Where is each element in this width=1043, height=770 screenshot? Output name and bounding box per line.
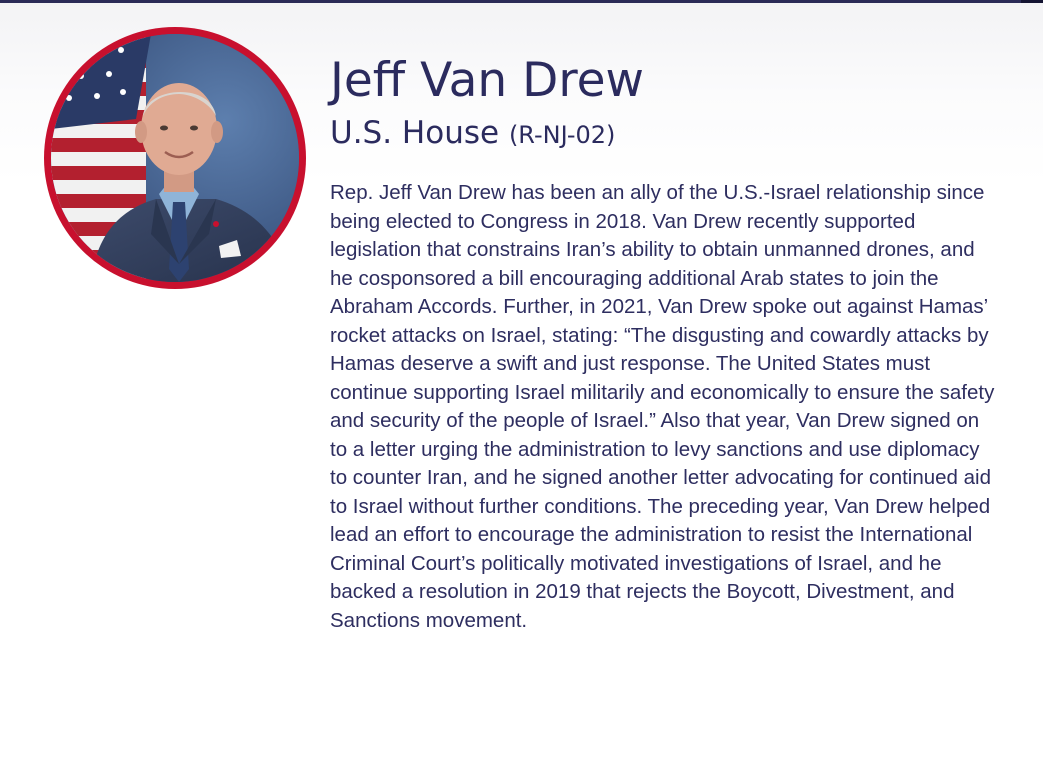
profile-name: Jeff Van Drew <box>330 53 644 108</box>
avatar <box>51 34 299 282</box>
portrait-photo-icon <box>51 34 299 282</box>
avatar-frame <box>44 27 306 289</box>
district-label: (R-NJ-02) <box>508 121 616 149</box>
office-line <box>330 111 615 157</box>
bio-text: Rep. Jeff Van Drew has been an ally of the U.S.-Israel relationship since being elected to Congress in 2018. Van Drew recently supported legislation that constrains Iran’s ability to obtain unmanned drones, and he cosponsored a bill encouraging additional Arab states to join the Abraham Accords. Further, in 2021, Van Drew spoke out against Hamas’ rocket attacks on Israel, stating: “The disgusting and cowardly attacks by Hamas deserve a swift and just response. The United States must continue supporting Israel militarily and economically to ensure the safety and security of the people of Israel.” Also that year, Van Drew signed on to a letter urging the administration to levy sanctions and use diplomacy to counter Iran, and he signed another letter advocating for continued aid to Israel without further conditions. The preceding year, Van Drew helped lead an effort to encourage the administration to resist the International Criminal Court’s politically motivated investigations of Israel, and he backed a resolution in 2019 that rejects the Boycott, Divestment, and Sanctions movement. <box>330 181 995 632</box>
profile-card <box>0 3 1043 770</box>
office-title: U.S. House <box>330 115 500 151</box>
